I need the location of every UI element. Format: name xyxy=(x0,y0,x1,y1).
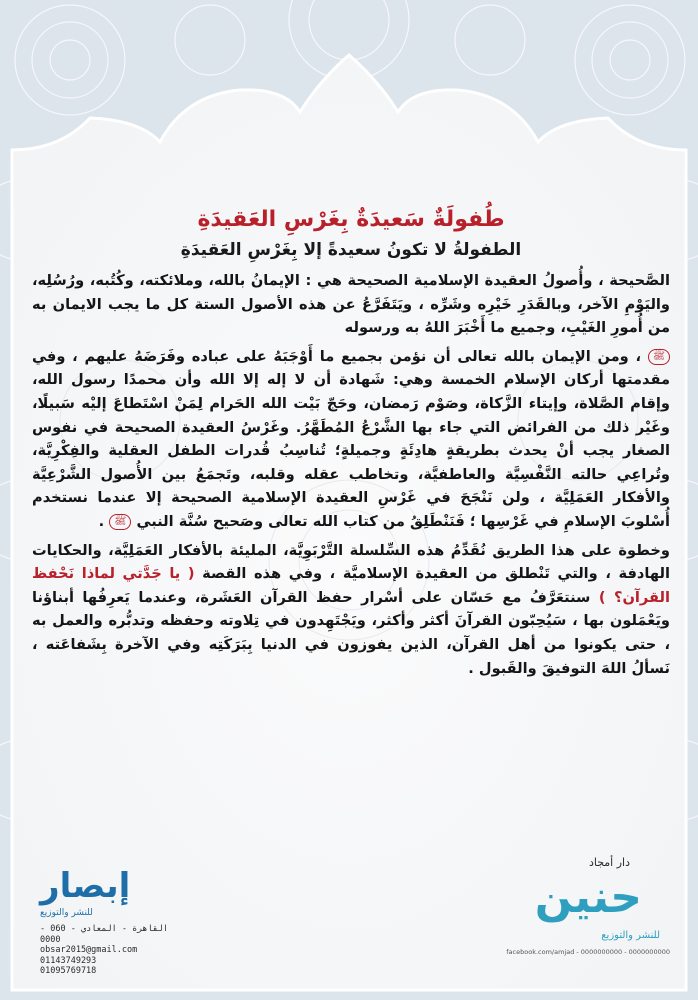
paragraph-creed-pillars xyxy=(32,269,670,340)
haneen-contact: facebook.com/amjad - 0000000000 - 0000000000 xyxy=(506,948,670,956)
ibsar-contact xyxy=(40,924,180,977)
ibsar-phone-1: 01143749293 xyxy=(40,955,97,966)
haneen-tagline: للنشر والتوزيع xyxy=(601,930,660,941)
paragraph-text: الصَّحيحة ، وأُصولُ العقيدة الإسلامية الصحيحة هي : الإيمانُ بالله، وملائكته، وكُتُبه، ورُسُلِه، واليَوْمِ الآخر، وبالقَدَرِ خَيْرِه وشَرِّه ، ويَتَفَرَّعُ عن هذه الأصول الستة كل ما يجب الايمان به من أُمورِ الغَيْبِ، وجميع ما أَخْبَرَ اللهُ به ورسوله xyxy=(32,272,670,337)
haneen-logo xyxy=(480,856,670,966)
article-subtitle: الطفولةُ لا تكونُ سعيدةً إلا بِغَرْسِ العَقيدَةِ xyxy=(180,240,522,260)
article-title: طُفولَةٌ سَعيدَةٌ بِغَرْسِ العَقيدَةِ xyxy=(197,207,505,232)
ibsar-phone-2: 01095769718 xyxy=(40,966,97,976)
pbuh-glyph: ﷺ xyxy=(648,349,670,365)
haneen-publisher: دار أمجاد xyxy=(588,856,630,869)
book-title: ( يا جَدَّتي لماذا نَحْفظ القرآن؟ ) xyxy=(32,565,670,606)
ibsar-brand-name: إبصار xyxy=(40,866,131,906)
pbuh-glyph: ﷺ xyxy=(109,514,131,530)
ibsar-tagline: للنشر والتوزيع xyxy=(40,908,93,918)
haneen-brand-name: حنين xyxy=(534,872,642,923)
paragraph-faith-duties xyxy=(32,345,670,534)
paragraph-text: وخطوة على هذا الطريق نُقَدِّمُ هذه السِّلسلة التَّرْبَوِيَّة، المليئة بالأفكار العَمَلِيَّة، والحكايات الهادفة ، والتي تَنْطلق من العقيدة الإسلاميَّة ، وفي هذه القصة xyxy=(32,541,670,583)
article xyxy=(32,205,670,685)
ibsar-email: obsar2015@gmail.com xyxy=(40,945,138,955)
paragraph-text: ، ومن الإيمان بالله تعالى أن نؤمن بجميع ما أَوْجَبَهُ على عباده وفَرَضَهُ عليهم ، وفي مقدمتها أركان الإسلام الخمسة وهي: شَهادة أن لا إله إلا الله وأن محمدًا رسول الله، وإقام الصَّلاة، وإيتاء الزَّكاة، وصَوْم رَمضان، وحَجّ بَيْت الله الحَرام لِمَنْ اسْتَطاعَ إليْه سَبيلًا، وغَيْر ذلك من الفرائض التي جاء بها الشَّرْعُ المُطَهَّرُ. وغَرْسُ العقيدة الصحيحة في نفوس الصغار يجب أنْ يحدث بطريقةٍ هادِئَةٍ وجميلةٍ؛ تُناسِبُ قُدرات الطفل العقلية والفِكْرِيَّة، وتُراعِي حالته النَّفْسِيَّة والعاطفيَّة، وتخاطب عقله وقلبه، وتَجمَعُ بين الأُصول الشَّرْعِيَّة والأفكار العَمَلِيَّة ، ولن نَنْجَحَ في غَرْسِ العقيدة الإسلامية الصحيحة إلا عندما نستخدم أُسْلوبَ الإسلامِ في غَرْسِها ؛ فَنَنْطَلِقُ من كتاب الله تعالى وصَحيح سُنَّة النبي xyxy=(32,347,670,530)
ibsar-address: القاهرة - المعادي - 060 - 0000 xyxy=(40,924,168,945)
paragraph-text: سنتعَرَّفُ مع حَسّان على أسْرار حفظ القرآن العَشَرة، وعندما يَعرِفُها أبناؤنا ويَعْمَلون بها ، سَيُحِبّون القرآنَ أكثر وأكثر، ويَجْتَهِدون في تِلاوته وحفظه وتدبُّره والعمل به ، حتى يكونوا من أهل القرآن، الذين يفوزون في الدنيا بِبَرَكَتِه وفي الآخرة بِشَفاعَته ، نَسألُ اللهَ التوفيقَ والقَبول . xyxy=(32,588,670,677)
ibsar-logo xyxy=(40,852,180,976)
paragraph-series-intro xyxy=(32,539,670,681)
paragraph-period: . xyxy=(98,512,105,530)
